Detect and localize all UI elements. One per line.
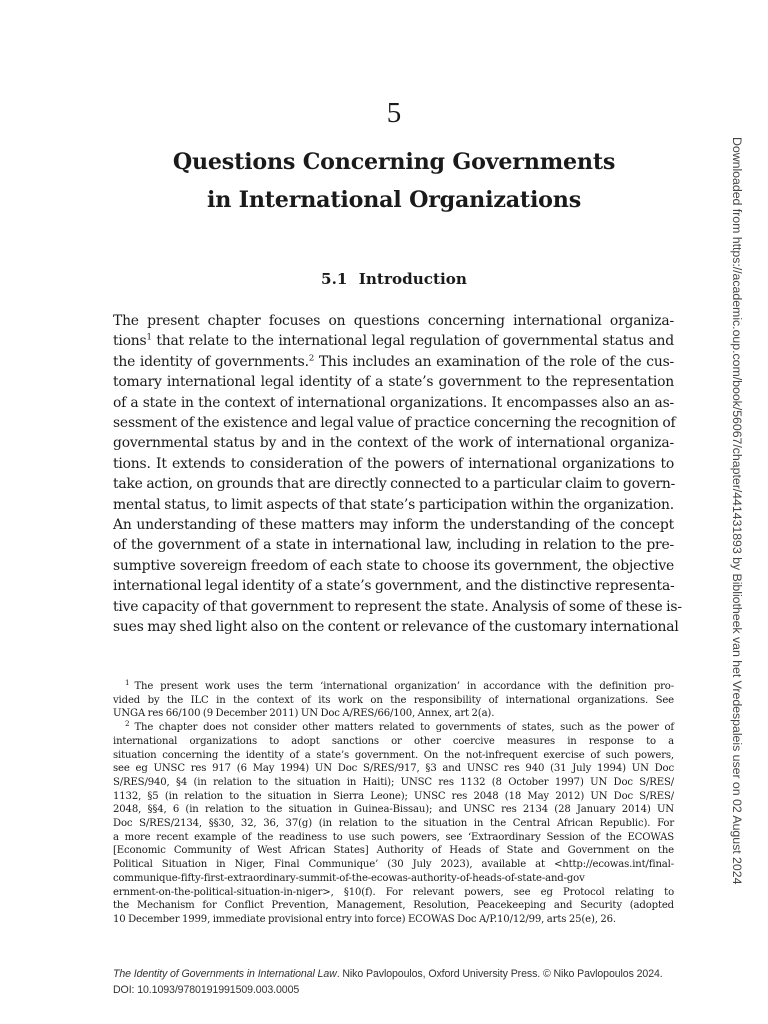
body-line: of the government of a state in international law, including in relation to the pre- bbox=[113, 537, 674, 554]
body-line: The present chapter focuses on questions concerning international organiza- bbox=[113, 313, 674, 329]
footnote-line: $^1$ The present work uses the term ‘international organization’ in accordance with the definition pro- bbox=[125, 677, 674, 692]
footnote-line: UNGA res 66/100 (9 December 2011) UN Doc A/RES/66/100, Annex, art 2(a). bbox=[113, 708, 495, 720]
footnote-line: a more recent example of the readiness to use such powers, see ‘Extraordinary Session of the ECOWAS bbox=[113, 831, 674, 843]
body-line: sessment of the existence and legal value of practice concerning the recognition of bbox=[113, 415, 676, 432]
section-title: Introduction bbox=[358, 270, 467, 288]
body-line: tions$^1$ that relate to the international legal regulation of governmental status and bbox=[113, 332, 674, 350]
page-footer bbox=[113, 967, 713, 998]
footnote-line: $^2$ The chapter does not consider other matters related to governments of states, such as the power of bbox=[125, 718, 674, 734]
section-number: 5.1 bbox=[321, 270, 348, 288]
footnote-ref-1[interactable]: 1 bbox=[146, 332, 152, 343]
body-line: sues may shed light also on the content or relevance of the customary international bbox=[113, 619, 679, 636]
chapter-title-line: in International Organizations bbox=[206, 187, 582, 213]
body-line: governmental status by and in the context of the work of international organiza- bbox=[113, 435, 674, 452]
doi-line: DOI: 10.1093/9780191991509.003.0005 bbox=[113, 983, 300, 996]
footnote-line: Political Situation in Niger, Final Communique’ (30 July 2023), available at <http://ecowas.int/final- bbox=[113, 859, 674, 871]
body-line: mental status, to limit aspects of that state’s participation within the organization. bbox=[113, 496, 674, 513]
body-line: tomary international legal identity of a state’s government to the representation bbox=[113, 374, 674, 391]
footnote-line: 10 December 1999, immediate provisional entry into force) ECOWAS Doc A/P.10/12/99, arts 25(e), 26. bbox=[113, 913, 616, 925]
chapter-number: 5 bbox=[386, 97, 402, 129]
body-line: take action, on grounds that are directly connected to a particular claim to govern- bbox=[113, 476, 676, 493]
footnote-line: international organizations to adopt sanctions or other coercive measures in response to a bbox=[113, 735, 674, 747]
footnote-line: 2048, §§4, 6 (in relation to the situation in Guinea-Bissau); and UNSC res 2134 (28 January 2014) UN bbox=[113, 804, 674, 816]
footnote-2 bbox=[113, 718, 674, 927]
body-line: An understanding of these matters may inform the understanding of the concept bbox=[113, 517, 674, 534]
footnote-mark: 1 bbox=[125, 677, 130, 687]
body-line: international legal identity of a state’s government, and the distinctive representa- bbox=[113, 578, 675, 595]
body-line: of a state in the context of international organizations. It encompasses also an as- bbox=[113, 394, 674, 411]
footnote-ref-2[interactable]: 2 bbox=[308, 353, 315, 364]
footnote-line: Doc S/RES/2134, §§30, 32, 36, 37(g) (in relation to the situation in the Central African Republic). For bbox=[113, 818, 674, 830]
body-line: tions. It extends to consideration of the powers of international organizations to bbox=[113, 455, 674, 472]
footnote-line: [Economic Community of West African States] Authority of Heads of State and Government on the bbox=[113, 845, 674, 857]
footnote-line: S/RES/940, §4 (in relation to the situation in Haiti); UNSC res 1132 (8 October 1997) UN Doc S/RES/ bbox=[113, 776, 674, 788]
body-line: sumptive sovereign freedom of each state to choose its government, the objective bbox=[113, 557, 674, 574]
footnote-line: situation concerning the identity of a state’s government. On the not-infrequent exercise of such powers, bbox=[113, 749, 674, 761]
book-title: The Identity of Governments in International Law bbox=[113, 968, 337, 980]
citation-line: The Identity of Governments in International Law. Niko Pavlopoulos, Oxford University Press. © Niko Pavlopoulos 2024. bbox=[113, 968, 663, 980]
footnote-line: the Mechanism for Conflict Prevention, Management, Resolution, Peacekeeping and Security (adopted bbox=[113, 900, 674, 912]
body-line: tive capacity of that government to represent the state. Analysis of some of these is- bbox=[113, 598, 682, 615]
footnote-line: see eg UNSC res 917 (6 May 1994) UN Doc S/RES/917, §3 and UNSC res 940 (31 July 1994) UN Doc bbox=[113, 763, 674, 775]
footnotes bbox=[113, 677, 674, 927]
body-line: the identity of governments.$^2$ This includes an examination of the role of the cus- bbox=[113, 353, 675, 370]
footnote-1 bbox=[113, 677, 674, 721]
chapter-title-line: Questions Concerning Governments bbox=[172, 149, 616, 175]
footnote-line: vided by the ILC in the context of its work on the responsibility of international organizations. See bbox=[113, 694, 674, 706]
footnote-line: ernment-on-the-political-situation-in-niger>, §10(f). For relevant powers, see eg Protocol relating to bbox=[113, 886, 674, 898]
body-paragraph bbox=[113, 311, 682, 638]
chapter-header bbox=[0, 96, 768, 219]
chapter-title bbox=[0, 143, 768, 219]
download-watermark: Downloaded from https://academic.oup.com/book/56067/chapter/441431893 by Bibliotheek van het Vredespaleis user on 02 August 2024 bbox=[730, 137, 744, 885]
footnote-line: 1132, §5 (in relation to the situation in Sierra Leone); UNSC res 2048 (18 May 2012) UN Doc S/RES/ bbox=[113, 790, 674, 802]
footnote-mark: 2 bbox=[125, 718, 130, 728]
section-heading bbox=[0, 268, 768, 290]
footnote-line: communique-fifty-first-extraordinary-summit-of-the-ecowas-authority-of-heads-of-state-and-gov bbox=[113, 872, 585, 884]
